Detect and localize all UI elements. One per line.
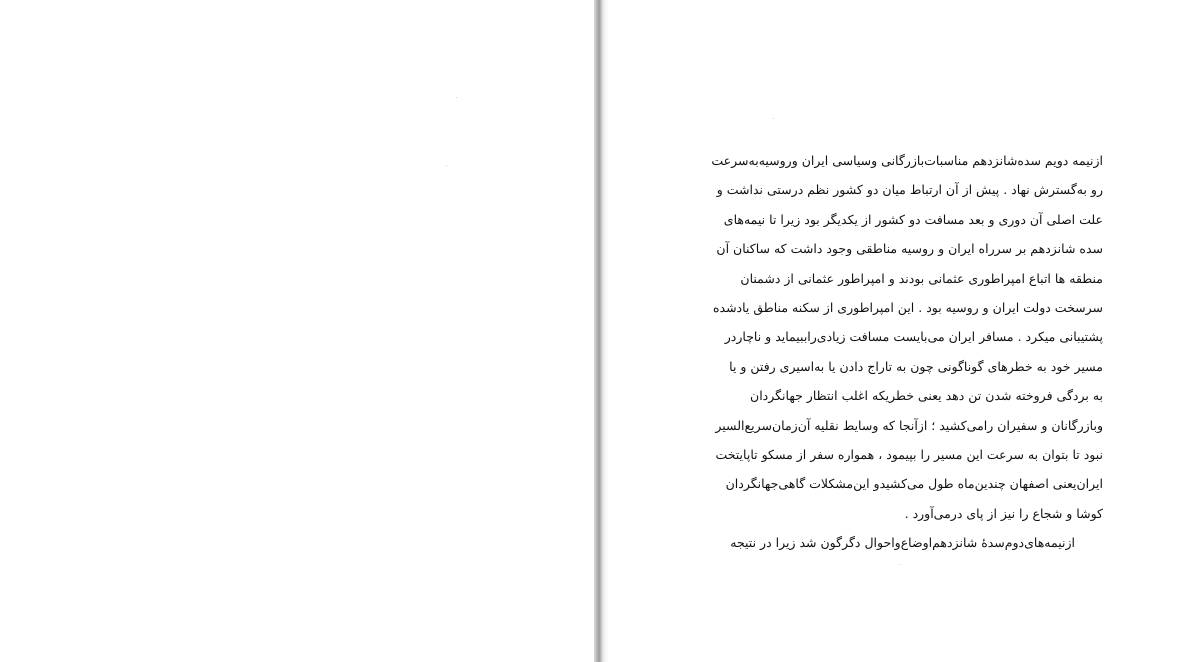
text-line: به بردگی فروخته شدن تن دهد یعنی خطریکه اغلب انتظار جهانگردان <box>750 388 1103 404</box>
right-page <box>609 0 1192 662</box>
text-line: پشتیبانی میکرد . مسافر ایران می‌بایست مسافت زیادی‌راببیماید و ناچاردر <box>724 329 1103 345</box>
scan-speck <box>899 564 900 565</box>
text-line: منطقه ها اتباع امپراطوری عثمانی بودند و امپراطور عثمانی از دشمنان <box>740 270 1103 286</box>
text-line: کوشا و شجاع را نیز از پای درمی‌آورد . <box>904 505 1103 521</box>
scan-speck <box>446 165 447 166</box>
scan-speck <box>456 97 457 98</box>
book-gutter <box>594 0 609 662</box>
text-line: رو به‌گسترش نهاد . پیش از آن ارتباط میان دو کشور نظم درستی نداشت و <box>716 182 1103 198</box>
text-line: سرسخت دولت ایران و روسیه بود . این امپراطوری از سکنه مناطق یادشده <box>712 299 1103 315</box>
text-line: ازنیمه دویم سده‌شانزدهم مناسبات‌بازرگانی وسیاسی ایران وروسیه‌به‌سرعت <box>711 153 1103 168</box>
text-line: مسیر خود به خطرهای گوناگونی چون به تاراج دادن یا به‌اسیری رفتن و یا <box>729 358 1103 374</box>
text-line: ایران‌یعنی اصفهان چندین‌ماه طول می‌کشیدو این‌مشکلات گاهی‌جهانگردان <box>725 476 1103 492</box>
left-page <box>0 0 594 662</box>
paragraph-1 <box>711 146 1103 528</box>
text-line: سده شانزدهم بر سرراه ایران و روسیه مناطقی وجود داشت که ساکنان آن <box>716 241 1103 257</box>
paragraph-2 <box>730 528 1103 557</box>
text-line: وبازرگانان و سفیران رامی‌کشید ؛ ازآنجا که وسایط نقلیه آن‌زمان‌سریع‌السیر <box>715 417 1103 433</box>
text-line: علت اصلی آن دوری و بعد مسافت دو کشور از یکدیگر بود زیرا تا نیمه‌های <box>723 211 1103 227</box>
scan-speck <box>773 118 774 119</box>
text-line: ازنیمه‌های‌دوم‌سدهٔ شانزدهم‌اوضاع‌واحوال دگرگون شد زیرا در نتیجه <box>730 535 1075 551</box>
text-line: نبود تا بتوان به سرعت این مسیر را بپیمود ، همواره سفر از مسکو تاپایتخت <box>715 446 1103 462</box>
body-text <box>711 146 1103 557</box>
